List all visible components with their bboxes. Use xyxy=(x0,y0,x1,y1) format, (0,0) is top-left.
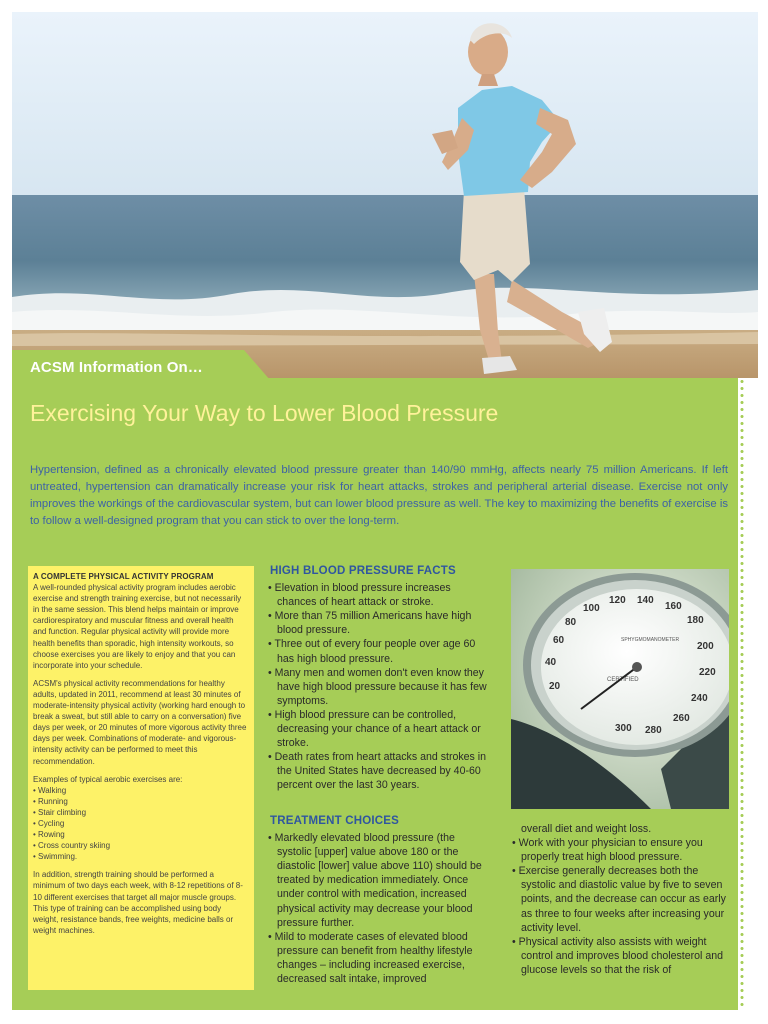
gauge-cert: CERTIFIED xyxy=(607,677,639,683)
dial-label: 220 xyxy=(699,667,716,678)
list-item: • Rowing xyxy=(33,829,248,840)
info-tab xyxy=(12,350,270,380)
dotted-border xyxy=(739,378,745,1010)
dial-label: 180 xyxy=(687,615,704,626)
gauge-brand: SPHYGMOMANOMETER xyxy=(621,637,680,643)
treatment-continued xyxy=(512,822,732,977)
gauge-hub xyxy=(632,662,642,672)
sidebar-paragraph: ACSM's physical activity recommendations for healthy adults, updated in 2011, recommend at least 30 minutes of moderate-intensity physical activity (working hard enough to break a sweat, but still able to carry on a conversation) five days per week, or 20 minutes of more vigorous activity three days per week. Combinations of moderate- and vigorous-intensity activity can be performed to meet this recommendation. xyxy=(33,678,247,766)
dial-label: 200 xyxy=(697,641,714,652)
list-item: • More than 75 million Americans have high blood pressure. xyxy=(268,609,490,637)
treatment-heading: TREATMENT CHOICES xyxy=(270,815,400,827)
list-item: • Swimming. xyxy=(33,851,248,862)
list-item: • Cross country skiing xyxy=(33,840,248,851)
sidebar-paragraph: In addition, strength training should be performed a minimum of two days each week, with 8-12 repetitions of 8-10 different exercises that target all major muscle groups. This type of training can be accomplished using body weight, resistance bands, free weights, medicine balls or weight machines. xyxy=(33,870,243,935)
list-item: • Stair climbing xyxy=(33,807,248,818)
sidebar-paragraph: Examples of typical aerobic exercises are: xyxy=(33,774,183,784)
list-item: • Physical activity also assists with weight control and improves blood cholesterol and glucose levels so that the risk of xyxy=(512,935,732,977)
list-item: • Markedly elevated blood pressure (the systolic [upper] value above 180 or the diastolic [lower] value above 110) should be treated by medication immediately. Once under control with medication, increased physical activity may decrease your blood pressure further. xyxy=(268,831,490,930)
sidebar-heading: A COMPLETE PHYSICAL ACTIVITY PROGRAM xyxy=(33,572,214,581)
page-title: Exercising Your Way to Lower Blood Pressure xyxy=(30,400,499,426)
hero-photo-runner-beach xyxy=(12,12,758,378)
dial-label: 140 xyxy=(637,595,654,606)
blood-pressure-gauge-photo xyxy=(511,569,729,809)
list-item: • High blood pressure can be controlled, decreasing your chance of a heart attack or stroke. xyxy=(268,708,490,750)
dial-label: 260 xyxy=(673,713,690,724)
intro-paragraph: Hypertension, defined as a chronically elevated blood pressure greater than 140/90 mmHg, affects nearly 75 million Americans. If left untreated, hypertension can dramatically increase your risk for heart attacks, strokes and peripheral arterial disease. Exercise not only improves the workings of the cardiovascular system, but can lower blood pressure as well. The key to maximizing the benefits of exercise is to follow a well-designed program that you can stick to over the long-term. xyxy=(30,464,728,527)
dial-label: 280 xyxy=(645,725,662,736)
dial-label: 240 xyxy=(691,693,708,704)
dial-label: 80 xyxy=(565,617,577,628)
dial-label: 160 xyxy=(665,601,682,612)
list-item: • Exercise generally decreases both the systolic and diastolic value by five to seven points, and the decrease can occur as early as three to four weeks after increasing your activity level. xyxy=(512,864,732,934)
facts-heading: HIGH BLOOD PRESSURE FACTS xyxy=(270,565,456,577)
list-item: • Many men and women don't even know they have high blood pressure because it has few symptoms. xyxy=(268,666,490,708)
list-item: • Death rates from heart attacks and strokes in the United States have decreased by 40-60 percent over the last 30 years. xyxy=(268,750,490,792)
tab-label: ACSM Information On… xyxy=(30,359,203,376)
dial-label: 60 xyxy=(553,635,565,646)
list-item: • Mild to moderate cases of elevated blood pressure can benefit from healthy lifestyle changes – including increased exercise, decreased salt intake, improved xyxy=(268,930,490,986)
program-sidebar xyxy=(28,566,254,990)
treatment-section xyxy=(268,814,490,986)
list-item: • Elevation in blood pressure increases chances of heart attack or stroke. xyxy=(268,581,490,609)
continued-text: overall diet and weight loss. xyxy=(521,823,652,835)
facts-section xyxy=(268,564,490,793)
list-item: • Running xyxy=(33,796,248,807)
sidebar-paragraph: A well-rounded physical activity program includes aerobic exercise and strength training exercise, but not necessarily in the same session. This blend helps maintain or improve cardiorespiratory and muscular fitness and overall health and function. Regular physical activity will provide more health benefits than sporadic, high intensity workouts, so choose exercises you are likely to enjoy and that you can incorporate into your schedule. xyxy=(33,583,242,670)
dial-label: 40 xyxy=(545,657,557,668)
dial-label: 100 xyxy=(583,603,600,614)
list-item: • Cycling xyxy=(33,818,248,829)
list-item: • Work with your physician to ensure you properly treat high blood pressure. xyxy=(512,836,732,864)
dial-label: 20 xyxy=(549,681,561,692)
list-item: • Walking xyxy=(33,785,248,796)
dial-label: 120 xyxy=(609,595,626,606)
list-item: • Three out of every four people over age 60 has high blood pressure. xyxy=(268,637,490,665)
dial-label: 300 xyxy=(615,723,632,734)
examples-list xyxy=(33,785,248,863)
